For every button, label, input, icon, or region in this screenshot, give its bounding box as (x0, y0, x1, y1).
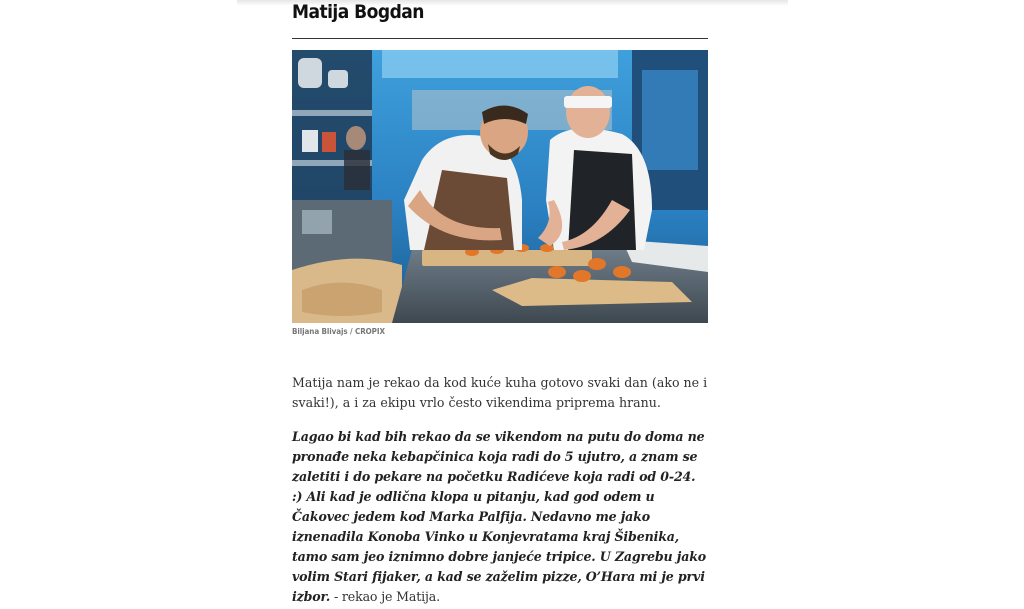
quote-attribution: - rekao je Matija. (330, 589, 440, 604)
heading-divider (292, 38, 708, 39)
paragraph-intro: Matija nam je rekao da kod kuće kuha gotovo svaki dan (ako ne i svaki!), a i za ekipu vrlo često vikendima priprema hranu. (292, 375, 708, 410)
article-photo[interactable] (292, 50, 708, 323)
quote-text: Lagao bi kad bih rekao da se vikendom na putu do doma ne pronađe neka kebapčinica koja radi do 5 ujutro, a znam se zaletiti i do pekare na početku Radićeve koja radi od 0-24. :) Ali kad je odlična klopa u pitanju, kad god odem u Čakovec jedem kod Marka Palfija. Nedavno me jako iznenadila Konoba Vinko u Konjevratama kraj Šibenika, tamo sam jeo iznimno dobre janjeće tripice. U Zagrebu jako volim Stari fijaker, a kad se zaželim pizze, O’Hara mi je prvi izbor. (292, 429, 707, 604)
author-heading: Matija Bogdan (292, 1, 424, 23)
photo-credit: Biljana Blivajs / CROPIX (292, 327, 385, 336)
paragraph-quote (292, 427, 708, 607)
